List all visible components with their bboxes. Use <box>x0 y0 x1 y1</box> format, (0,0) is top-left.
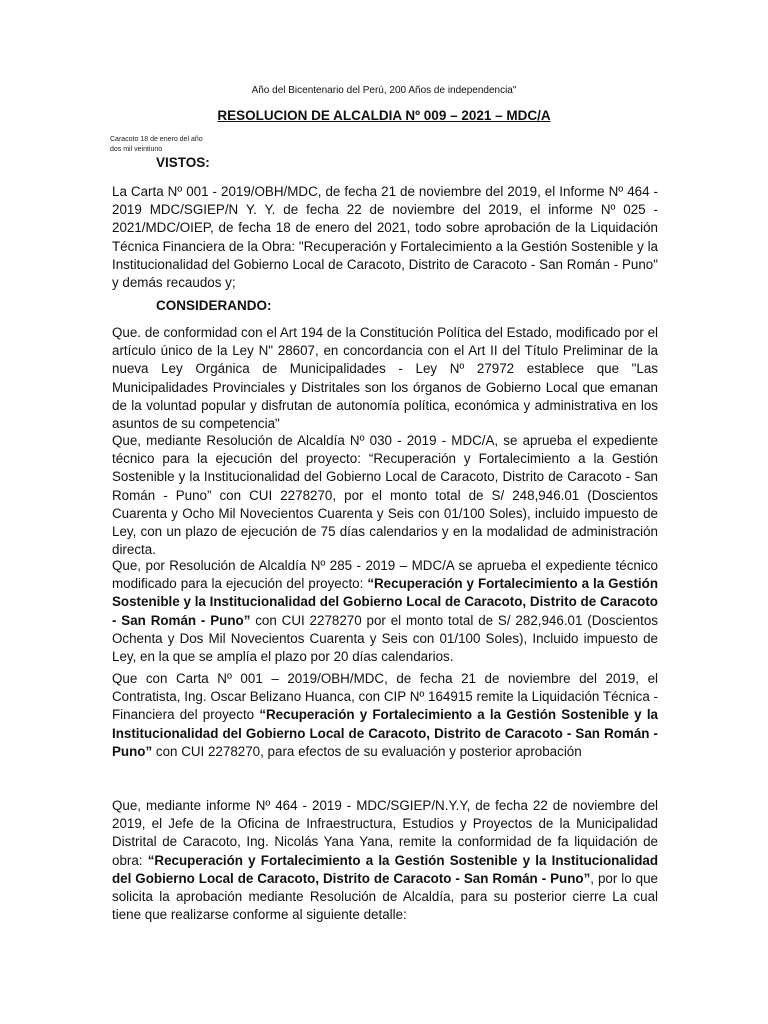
resolution-title: RESOLUCION DE ALCALDIA Nº 009 – 2021 – MDC/A <box>217 108 551 123</box>
p4-text-b: con CUI 2278270, para efectos de su evaluación y posterior aprobación <box>152 743 582 759</box>
p4-text-a: Que con Carta Nº 001 – 2019/OBH/MDC, de fecha 21 de noviembre del 2019, el Contratista, Ing. Oscar Belizano Huanca, con CIP Nº 164915 remite la Liquidación Técnica - Financiera del proyecto <box>112 671 658 723</box>
place-date: Caracoto 18 de enero del año dos mil veintiuno <box>110 136 203 153</box>
p5-text-a: Que, mediante informe Nº 464 - 2019 - MDC/SGIEP/N.Y.Y, de fecha 22 de noviembre del 2019, el Jefe de la Oficina de Infraestructura, Estudios y Proyectos de la Municipalidad Distrital de Caracoto, Ing. Nicolás Yana Yana, remite la conformidad de fa liquidación de obra: <box>112 798 658 868</box>
considerando-paragraph-4 <box>112 670 658 761</box>
considerando-paragraph-2: Que, mediante Resolución de Alcaldía Nº 030 - 2019 - MDC/A, se aprueba el expediente técnico para la ejecución del proyecto: “Recuperación y Fortalecimiento a la Gestión Sostenible y la Institucionalidad del Gobierno Local de Caracoto, Distrito de Caracoto - San Román - Puno” con CUI 2278270, por el monto total de S/ 248,946.01 (Doscientos Cuarenta y Ocho Mil Novecientos Cuarenta y Seis con 01/100 Soles), incluido impuesto de Ley, con un plazo de ejecución de 75 días calendarios y en la modalidad de administración directa. <box>112 433 658 558</box>
year-motto: Año del Bicentenario del Perú, 200 Años de independencia" <box>251 85 517 96</box>
p3-text-b: con CUI 2278270 por el monto total de S/ 282,946.01 (Doscientos Ochenta y Dos Mil Novecientos Cuarenta y Seis con 01/100 Soles), Incluido impuesto de Ley, en la que se amplía el plazo por 20 días calendarios. <box>112 612 658 665</box>
vistos-paragraph: La Carta Nº 001 - 2019/OBH/MDC, de fecha 21 de noviembre del 2019, el Informe Nº 464 - 2019 MDC/SGIEP/N Y. Y. de fecha 22 de noviembre del 2019, el informe Nº 025 - 2021/MDC/OIEP, de fecha 18 de enero del 2021, todo sobre aprobación de la Liquidación Técnica Financiera de la Obra: "Recuperación y Fortalecimiento a la Gestión Sostenible y la Institucionalidad del Gobierno Local de Caracoto, Distrito de Caracoto - San Román - Puno" y demás recaudos y; <box>112 184 658 291</box>
considerando-heading: CONSIDERANDO: <box>156 298 272 313</box>
p3-text-a: Que, por Resolución de Alcaldía Nº 285 - 2019 – MDC/A se aprueba el expediente técnico modificado para la ejecución del proyecto: <box>112 558 658 592</box>
p5-text-b: , por lo que solicita la aprobación mediante Resolución de Alcaldía, para su posterior cierre La cual tiene que realizarse conforme al siguiente detalle: <box>112 870 658 923</box>
p5-project-name: “Recuperación y Fortalecimiento a la Gestión Sostenible y la Institucionalidad del Gobierno Local de Caracoto, Distrito de Caracoto - San Román - Puno” <box>112 852 658 886</box>
considerando-paragraph-3 <box>112 557 658 666</box>
p4-project-name: “Recuperación y Fortalecimiento a la Gestión Sostenible y la Institucionalidad del Gobierno Local de Caracoto, Distrito de Caracoto - San Román - Puno” <box>112 707 658 759</box>
p3-project-name: “Recuperación y Fortalecimiento a la Gestión Sostenible y la Institucionalidad del Gobierno Local de Caracoto, Distrito de Caracoto - San Román - Puno” <box>112 576 659 628</box>
vistos-heading: VISTOS: <box>156 155 210 170</box>
considerando-paragraph-1: Que. de conformidad con el Art 194 de la Constitución Política del Estado, modificado por el artículo único de la Ley N" 28607, en concordancia con el Art II del Título Preliminar de la nueva Ley Orgánica de Municipalidades - Ley Nº 27972 establece que "Las Municipalidades Provinciales y Distritales son los órganos de Gobierno Local que emanan de la voluntad popular y disfrutan de autonomía política, económica y administrativa en los asuntos de su competencia" <box>112 325 658 432</box>
considerando-paragraph-5 <box>112 797 658 924</box>
